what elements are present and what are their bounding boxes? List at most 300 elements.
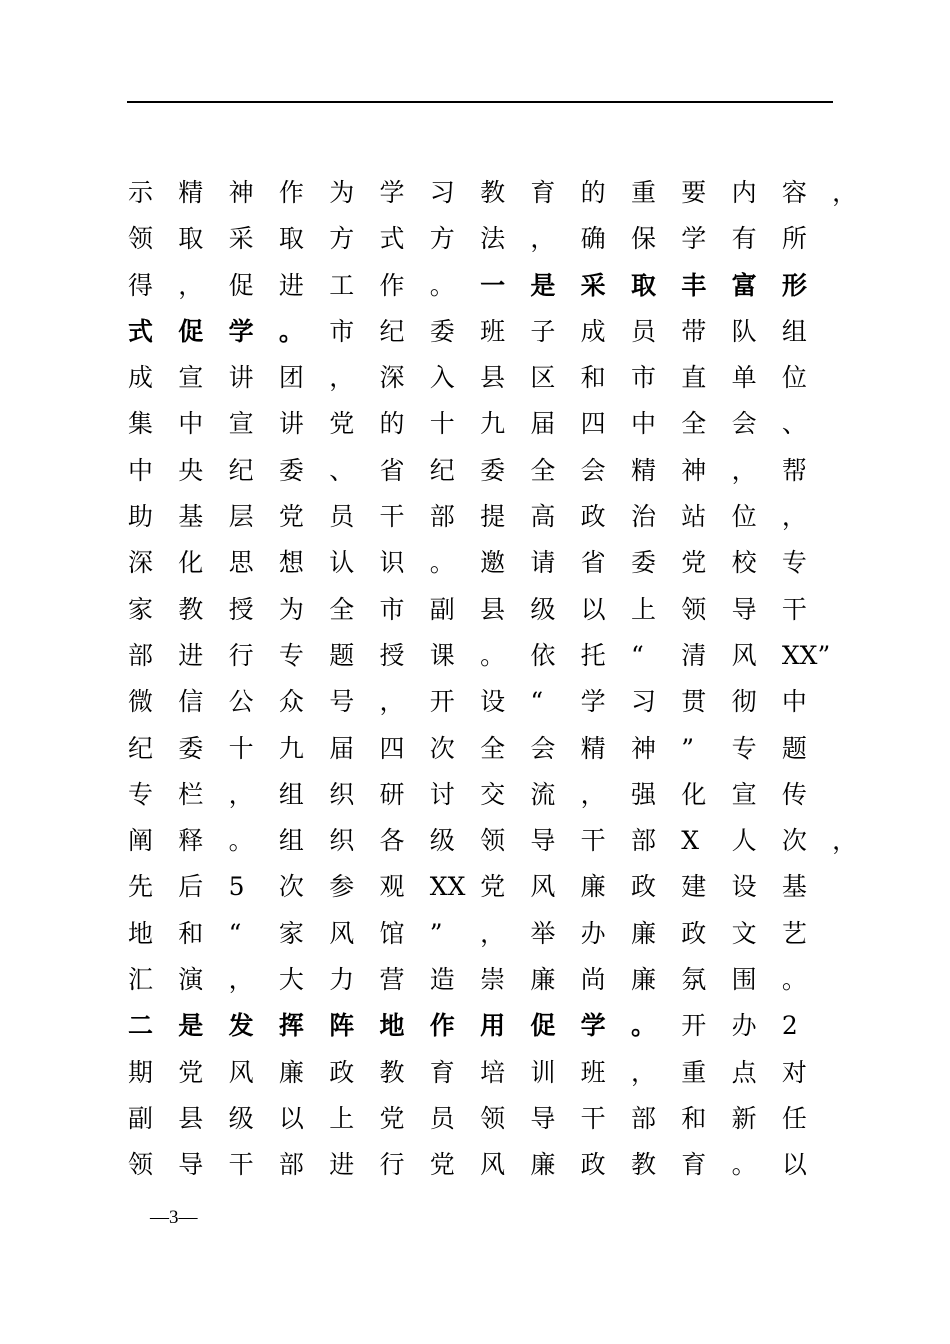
character: 。 <box>480 640 506 670</box>
bold-character: 二 <box>128 1011 154 1041</box>
character: 导 <box>530 1103 556 1133</box>
character: 部 <box>630 1103 656 1133</box>
character: 办 <box>580 918 606 948</box>
character: ， <box>832 826 858 856</box>
character: 授 <box>379 640 405 670</box>
character: 艺 <box>781 918 807 948</box>
character: 站 <box>681 502 707 532</box>
bold-character: 促 <box>530 1011 556 1041</box>
text-line <box>128 170 858 216</box>
character: 次 <box>781 826 807 856</box>
character: ， <box>530 224 556 254</box>
text-line <box>128 911 846 957</box>
character: ， <box>480 918 506 948</box>
character: 行 <box>379 1150 405 1180</box>
character: 提 <box>480 502 506 532</box>
character: 区 <box>530 363 556 393</box>
character: 化 <box>178 548 204 578</box>
bold-character: 促 <box>178 316 204 346</box>
character: 先 <box>128 872 154 902</box>
character: 导 <box>178 1150 204 1180</box>
character: 重 <box>630 178 656 207</box>
text-line <box>128 448 846 494</box>
character: ， <box>580 779 606 809</box>
character: 释 <box>178 826 204 856</box>
character: 织 <box>329 779 355 809</box>
character: 阐 <box>128 826 154 856</box>
character: XX” <box>781 640 831 670</box>
text-line <box>128 726 846 772</box>
character: 新 <box>731 1103 757 1133</box>
character: 清 <box>681 640 707 670</box>
character: 党 <box>429 1150 455 1180</box>
character: 全 <box>530 455 556 485</box>
bold-character: 富 <box>731 270 757 300</box>
character: 想 <box>278 548 304 578</box>
text-line <box>128 494 846 540</box>
character: 培 <box>480 1057 506 1087</box>
text-line <box>128 587 846 633</box>
character: 信 <box>178 687 204 717</box>
character: 汇 <box>128 965 154 995</box>
text-line <box>128 864 846 910</box>
character: 风 <box>731 640 757 670</box>
document-body <box>128 170 858 1189</box>
bold-character: 。 <box>630 1011 656 1041</box>
character: 贯 <box>681 687 707 717</box>
character: 演 <box>178 965 204 995</box>
character: 围 <box>731 965 757 995</box>
character: 家 <box>128 594 154 624</box>
character: 思 <box>228 548 254 578</box>
character: 号 <box>329 687 355 717</box>
character: ” <box>429 918 443 948</box>
text-line <box>128 355 846 401</box>
character: 上 <box>329 1103 355 1133</box>
character: 授 <box>228 594 254 624</box>
text-line <box>128 1142 846 1188</box>
character: 设 <box>731 872 757 902</box>
character: 政 <box>580 502 606 532</box>
text-line <box>128 818 858 864</box>
character: “ <box>228 918 242 948</box>
character: 织 <box>329 826 355 856</box>
character: 采 <box>228 224 254 254</box>
character: 作 <box>379 270 405 300</box>
character: 和 <box>681 1103 707 1133</box>
character: 的 <box>379 409 405 439</box>
character: 期 <box>128 1057 154 1087</box>
character: ， <box>178 270 204 300</box>
bold-character: 学 <box>228 316 254 346</box>
character: 家 <box>278 918 304 948</box>
character: 带 <box>681 316 707 346</box>
character: 班 <box>480 316 506 346</box>
character: 点 <box>731 1057 757 1087</box>
character: 。 <box>429 270 455 300</box>
character: 观 <box>379 872 405 902</box>
character: 党 <box>480 872 506 902</box>
character: 中 <box>630 409 656 439</box>
character: 2 <box>781 1011 798 1041</box>
character: 届 <box>329 733 355 763</box>
character: 成 <box>580 316 606 346</box>
character: 级 <box>429 826 455 856</box>
character: 廉 <box>530 965 556 995</box>
character: 级 <box>228 1103 254 1133</box>
character: 尚 <box>580 965 606 995</box>
character: 纪 <box>429 455 455 485</box>
character: 县 <box>480 594 506 624</box>
character: 有 <box>731 224 757 254</box>
character: 省 <box>379 455 405 485</box>
character: 部 <box>630 826 656 856</box>
character: 式 <box>379 224 405 254</box>
character: 宣 <box>731 779 757 809</box>
character: XX <box>429 872 466 902</box>
character: 示 <box>128 178 154 207</box>
character: “ <box>530 687 544 717</box>
character: 神 <box>228 178 254 207</box>
character: 请 <box>530 548 556 578</box>
character: 法 <box>480 224 506 254</box>
character: 题 <box>781 733 807 763</box>
character: 员 <box>329 502 355 532</box>
character: 基 <box>781 872 807 902</box>
character: 校 <box>731 548 757 578</box>
text-line <box>128 263 846 309</box>
character: 神 <box>630 733 656 763</box>
character: 会 <box>731 409 757 439</box>
character: 力 <box>329 965 355 995</box>
character: 廉 <box>530 1150 556 1180</box>
character: 县 <box>480 363 506 393</box>
character: 政 <box>681 918 707 948</box>
character: 栏 <box>178 779 204 809</box>
text-line <box>128 772 846 818</box>
character: 领 <box>480 1103 506 1133</box>
character: 公 <box>228 687 254 717</box>
character: 进 <box>329 1150 355 1180</box>
character: 市 <box>379 594 405 624</box>
character: 干 <box>580 1103 606 1133</box>
character: 。 <box>731 1150 757 1180</box>
bold-character: 发 <box>228 1011 254 1041</box>
character: 廉 <box>278 1057 304 1087</box>
character: 委 <box>480 455 506 485</box>
text-line <box>128 1050 846 1096</box>
character: ， <box>329 363 355 393</box>
character: 政 <box>580 1150 606 1180</box>
character: 帮 <box>781 455 807 485</box>
character: 九 <box>480 409 506 439</box>
character: 促 <box>228 270 254 300</box>
character: 纪 <box>379 316 405 346</box>
character: “ <box>630 640 644 670</box>
character: 纪 <box>128 733 154 763</box>
character: 宣 <box>228 409 254 439</box>
character: 作 <box>278 178 304 207</box>
character: 办 <box>731 1011 757 1041</box>
character: 后 <box>178 872 204 902</box>
character: 上 <box>630 594 656 624</box>
character: 员 <box>630 316 656 346</box>
character: 大 <box>278 965 304 995</box>
character: ， <box>832 178 858 207</box>
character: 会 <box>580 455 606 485</box>
character: 团 <box>278 363 304 393</box>
character: 部 <box>128 640 154 670</box>
bold-character: 丰 <box>681 270 707 300</box>
character: 取 <box>178 224 204 254</box>
character: 依 <box>530 640 556 670</box>
character: ， <box>781 502 807 532</box>
character: 为 <box>278 594 304 624</box>
character: ， <box>630 1057 656 1087</box>
character: X <box>681 826 700 856</box>
text-line <box>128 216 846 262</box>
bold-character: 。 <box>278 316 304 346</box>
character: 育 <box>681 1150 707 1180</box>
bold-character: 是 <box>178 1011 204 1041</box>
character: 识 <box>379 548 405 578</box>
character: 讲 <box>278 409 304 439</box>
text-line <box>128 1003 846 1049</box>
character: 流 <box>530 779 556 809</box>
character: 中 <box>128 455 154 485</box>
character: 党 <box>681 548 707 578</box>
character: 托 <box>580 640 606 670</box>
character: 风 <box>530 872 556 902</box>
character: ” <box>681 733 695 763</box>
character: 教 <box>480 178 506 207</box>
character: 干 <box>379 502 405 532</box>
character: 队 <box>731 316 757 346</box>
character: 全 <box>681 409 707 439</box>
character: 层 <box>228 502 254 532</box>
character: 崇 <box>480 965 506 995</box>
character: 设 <box>480 687 506 717</box>
character: 文 <box>731 918 757 948</box>
character: 位 <box>731 502 757 532</box>
character: 工 <box>329 270 355 300</box>
character: 馆 <box>379 918 405 948</box>
character: 部 <box>278 1150 304 1180</box>
character: 方 <box>429 224 455 254</box>
character: 党 <box>278 502 304 532</box>
character: 造 <box>429 965 455 995</box>
character: 为 <box>329 178 355 207</box>
character: 委 <box>630 548 656 578</box>
bold-character: 作 <box>429 1011 455 1041</box>
character: 党 <box>178 1057 204 1087</box>
character: 子 <box>530 316 556 346</box>
character: 。 <box>228 826 254 856</box>
character: 高 <box>530 502 556 532</box>
character: 各 <box>379 826 405 856</box>
character: 。 <box>429 548 455 578</box>
character: 十 <box>228 733 254 763</box>
character: 得 <box>128 270 154 300</box>
character: 、 <box>329 455 355 485</box>
character: 基 <box>178 502 204 532</box>
character: 组 <box>781 316 807 346</box>
character: 地 <box>128 918 154 948</box>
character: 全 <box>329 594 355 624</box>
header-rule <box>127 101 833 103</box>
character: 领 <box>681 594 707 624</box>
character: 的 <box>580 178 606 207</box>
character: 宣 <box>178 363 204 393</box>
character: 领 <box>480 826 506 856</box>
character: 氛 <box>681 965 707 995</box>
character: 廉 <box>630 918 656 948</box>
character: 入 <box>429 363 455 393</box>
character: 训 <box>530 1057 556 1087</box>
character: 以 <box>278 1103 304 1133</box>
character: 单 <box>731 363 757 393</box>
character: 进 <box>278 270 304 300</box>
character: 政 <box>329 1057 355 1087</box>
character: 委 <box>178 733 204 763</box>
character: 精 <box>630 455 656 485</box>
character: 容 <box>781 178 807 207</box>
character: 开 <box>681 1011 707 1041</box>
character: 参 <box>329 872 355 902</box>
text-line <box>128 401 846 447</box>
character: 微 <box>128 687 154 717</box>
character: 研 <box>379 779 405 809</box>
character: 组 <box>278 779 304 809</box>
character: 专 <box>731 733 757 763</box>
character: 导 <box>530 826 556 856</box>
character: 风 <box>228 1057 254 1087</box>
character: 位 <box>781 363 807 393</box>
character: 委 <box>278 455 304 485</box>
character: 廉 <box>580 872 606 902</box>
character: 县 <box>178 1103 204 1133</box>
character: 领 <box>128 224 154 254</box>
character: 要 <box>681 178 707 207</box>
character: 讨 <box>429 779 455 809</box>
character: 专 <box>278 640 304 670</box>
character: 进 <box>178 640 204 670</box>
character: 中 <box>178 409 204 439</box>
character: 和 <box>178 918 204 948</box>
character: 深 <box>128 548 154 578</box>
character: 副 <box>128 1103 154 1133</box>
character: 委 <box>429 316 455 346</box>
character: 四 <box>580 409 606 439</box>
character: 党 <box>379 1103 405 1133</box>
character: 邀 <box>480 548 506 578</box>
bold-character: 挥 <box>278 1011 304 1041</box>
character: 市 <box>329 316 355 346</box>
character: 成 <box>128 363 154 393</box>
character: 深 <box>379 363 405 393</box>
character: 课 <box>429 640 455 670</box>
character: 重 <box>681 1057 707 1087</box>
character: 习 <box>630 687 656 717</box>
character: 学 <box>580 687 606 717</box>
character: 行 <box>228 640 254 670</box>
character: 内 <box>731 178 757 207</box>
character: 风 <box>329 918 355 948</box>
character: 中 <box>781 687 807 717</box>
character: 风 <box>480 1150 506 1180</box>
character: 确 <box>580 224 606 254</box>
character: 干 <box>781 594 807 624</box>
bold-character: 阵 <box>329 1011 355 1041</box>
character: 省 <box>580 548 606 578</box>
character: ， <box>731 455 757 485</box>
character: 干 <box>580 826 606 856</box>
character: 任 <box>781 1103 807 1133</box>
character: 保 <box>630 224 656 254</box>
character: 员 <box>429 1103 455 1133</box>
bold-character: 学 <box>580 1011 606 1041</box>
character: 全 <box>480 733 506 763</box>
character: 市 <box>630 363 656 393</box>
character: 交 <box>480 779 506 809</box>
character: 副 <box>429 594 455 624</box>
character: 九 <box>278 733 304 763</box>
character: 育 <box>530 178 556 207</box>
character: 教 <box>379 1057 405 1087</box>
bold-character: 形 <box>781 270 807 300</box>
character: ， <box>228 779 254 809</box>
text-line <box>128 309 846 355</box>
character: 学 <box>681 224 707 254</box>
character: 干 <box>228 1150 254 1180</box>
text-line <box>128 633 846 679</box>
character: 举 <box>530 918 556 948</box>
character: 方 <box>329 224 355 254</box>
bold-character: 式 <box>128 316 154 346</box>
character: 导 <box>731 594 757 624</box>
page-number: —3— <box>150 1207 198 1228</box>
character: 对 <box>781 1057 807 1087</box>
character: 治 <box>630 502 656 532</box>
character: 廉 <box>630 965 656 995</box>
character: 神 <box>681 455 707 485</box>
character: 精 <box>178 178 204 207</box>
bold-character: 一 <box>480 270 506 300</box>
character: 集 <box>128 409 154 439</box>
character: 直 <box>681 363 707 393</box>
character: 。 <box>781 965 807 995</box>
character: 教 <box>178 594 204 624</box>
character: 专 <box>128 779 154 809</box>
character: 讲 <box>228 363 254 393</box>
character: 会 <box>530 733 556 763</box>
character: 班 <box>580 1057 606 1087</box>
character: 开 <box>429 687 455 717</box>
character: 精 <box>580 733 606 763</box>
text-line <box>128 540 846 586</box>
character: 以 <box>580 594 606 624</box>
bold-character: 是 <box>530 270 556 300</box>
bold-character: 取 <box>630 270 656 300</box>
character: 领 <box>128 1150 154 1180</box>
character: ， <box>379 687 405 717</box>
character: 四 <box>379 733 405 763</box>
bold-character: 地 <box>379 1011 405 1041</box>
character: 助 <box>128 502 154 532</box>
character: 彻 <box>731 687 757 717</box>
character: 人 <box>731 826 757 856</box>
character: 政 <box>630 872 656 902</box>
